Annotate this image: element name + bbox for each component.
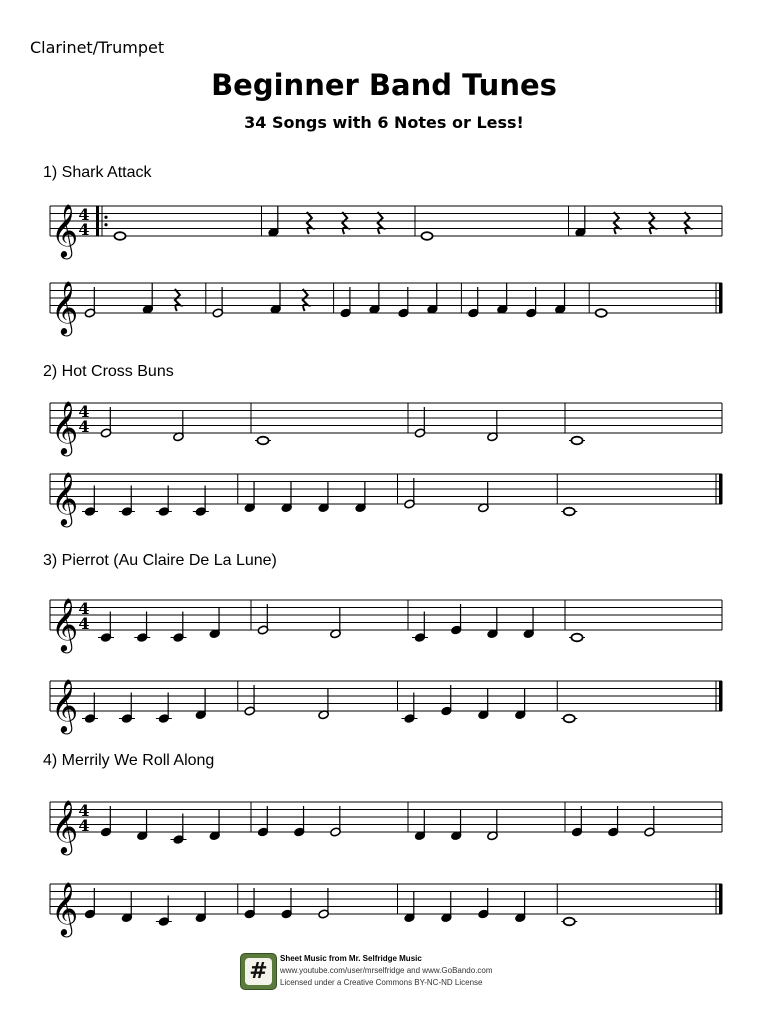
time-signature-top: 4 [78, 801, 90, 820]
treble-clef: 𝄞 [51, 881, 79, 935]
treble-clef: 𝄞 [51, 799, 79, 853]
music-staff [0, 462, 768, 525]
song-title: 2) Hot Cross Buns [43, 363, 174, 380]
treble-clef: 𝄞 [51, 203, 79, 257]
time-signature-bottom: 4 [78, 417, 90, 436]
quarter-rest [175, 289, 180, 311]
quarter-rest [342, 212, 347, 234]
treble-clef: 𝄞 [51, 471, 79, 525]
quarter-rest [307, 212, 312, 234]
final-thick-barline [719, 884, 723, 914]
instrument-label: Clarinet/Trumpet [30, 38, 165, 57]
music-staff [0, 271, 768, 334]
treble-clef: 𝄞 [51, 280, 79, 334]
final-thick-barline [719, 283, 723, 313]
whole-note [571, 437, 582, 445]
treble-clef: 𝄞 [51, 400, 79, 454]
music-staff [0, 194, 768, 257]
whole-note [564, 918, 575, 926]
final-thick-barline [719, 474, 723, 504]
page-subtitle: 34 Songs with 6 Notes or Less! [244, 113, 524, 132]
music-staff [0, 872, 768, 935]
quarter-rest [649, 212, 654, 234]
quarter-rest [303, 289, 308, 311]
time-signature-top: 4 [78, 205, 90, 224]
whole-note [114, 232, 125, 240]
song-title: 4) Merrily We Roll Along [43, 752, 215, 769]
whole-note [564, 715, 575, 723]
time-signature-top: 4 [78, 402, 90, 421]
page-title: Beginner Band Tunes [211, 68, 557, 102]
music-staff [0, 391, 768, 454]
time-signature-bottom: 4 [78, 614, 90, 633]
treble-clef: 𝄞 [51, 597, 79, 651]
music-staff [0, 669, 768, 732]
repeat-dot [104, 223, 107, 226]
quarter-rest [685, 212, 690, 234]
hash-logo-icon [240, 953, 277, 990]
music-staff [0, 588, 768, 651]
final-thick-barline [719, 681, 723, 711]
time-signature-bottom: 4 [78, 220, 90, 239]
whole-note [421, 232, 432, 240]
quarter-rest [378, 212, 383, 234]
credit-links: www.youtube.com/user/mrselfridge and www.GoBando.com [280, 966, 493, 975]
whole-note [571, 634, 582, 642]
whole-note [596, 309, 607, 317]
time-signature-top: 4 [78, 599, 90, 618]
credit-text: Sheet Music from Mr. Selfridge Music [280, 954, 422, 963]
whole-note [257, 437, 268, 445]
hash-symbol: # [245, 958, 272, 985]
song-title: 3) Pierrot (Au Claire De La Lune) [43, 552, 277, 569]
song-title: 1) Shark Attack [43, 164, 152, 181]
treble-clef: 𝄞 [51, 678, 79, 732]
license-text: Licensed under a Creative Commons BY-NC-ND License [280, 978, 483, 987]
time-signature-bottom: 4 [78, 816, 90, 835]
license-footer [240, 953, 530, 993]
repeat-thick-barline [96, 206, 99, 236]
music-staff [0, 790, 768, 853]
quarter-rest [614, 212, 619, 234]
whole-note [564, 508, 575, 516]
repeat-dot [104, 216, 107, 219]
